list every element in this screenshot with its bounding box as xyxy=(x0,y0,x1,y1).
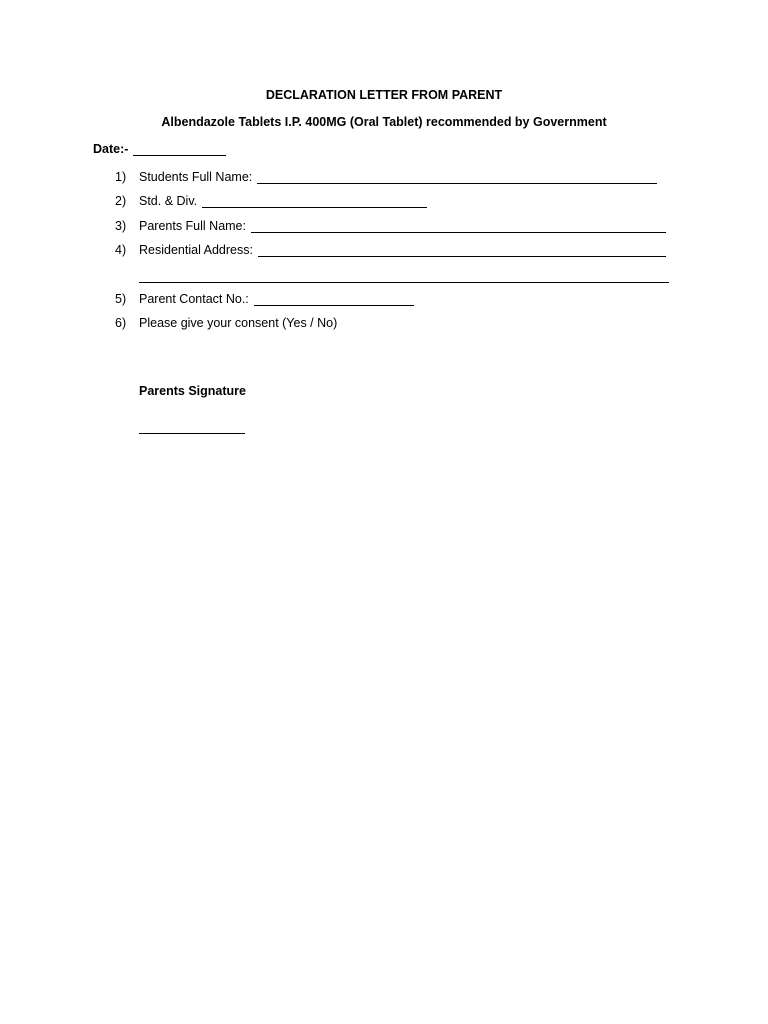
item-consent xyxy=(115,316,337,330)
item-address xyxy=(115,243,666,257)
item-parent-name xyxy=(115,219,666,233)
item-label: Students Full Name: xyxy=(139,170,253,184)
address-blank-line-2[interactable] xyxy=(139,282,669,283)
item-student-name xyxy=(115,170,657,184)
date-field xyxy=(93,142,226,156)
item-label: Residential Address: xyxy=(139,243,253,257)
item-label: Std. & Div. xyxy=(139,194,198,208)
signature-label: Parents Signature xyxy=(139,384,246,398)
item-number: 4) xyxy=(115,243,127,257)
item-std-div xyxy=(115,194,427,208)
document-subtitle: Albendazole Tablets I.P. 400MG (Oral Tablet) recommended by Government xyxy=(161,115,607,129)
item-label: Parent Contact No.: xyxy=(139,292,249,306)
item-label: Parents Full Name: xyxy=(139,219,246,233)
item-number: 5) xyxy=(115,292,127,306)
parent-name-blank[interactable] xyxy=(251,219,666,233)
signature-line[interactable] xyxy=(139,433,245,434)
item-number: 3) xyxy=(115,219,127,233)
contact-blank[interactable] xyxy=(254,292,414,306)
std-div-blank[interactable] xyxy=(202,194,427,208)
item-number: 2) xyxy=(115,194,127,208)
document-title: DECLARATION LETTER FROM PARENT xyxy=(265,88,503,102)
item-number: 1) xyxy=(115,170,127,184)
student-name-blank[interactable] xyxy=(257,170,657,184)
item-label: Please give your consent (Yes / No) xyxy=(139,316,338,330)
item-number: 6) xyxy=(115,316,127,330)
address-blank[interactable] xyxy=(258,243,666,257)
date-label: Date:- xyxy=(93,142,129,156)
item-contact xyxy=(115,292,414,306)
date-blank[interactable] xyxy=(133,142,226,156)
